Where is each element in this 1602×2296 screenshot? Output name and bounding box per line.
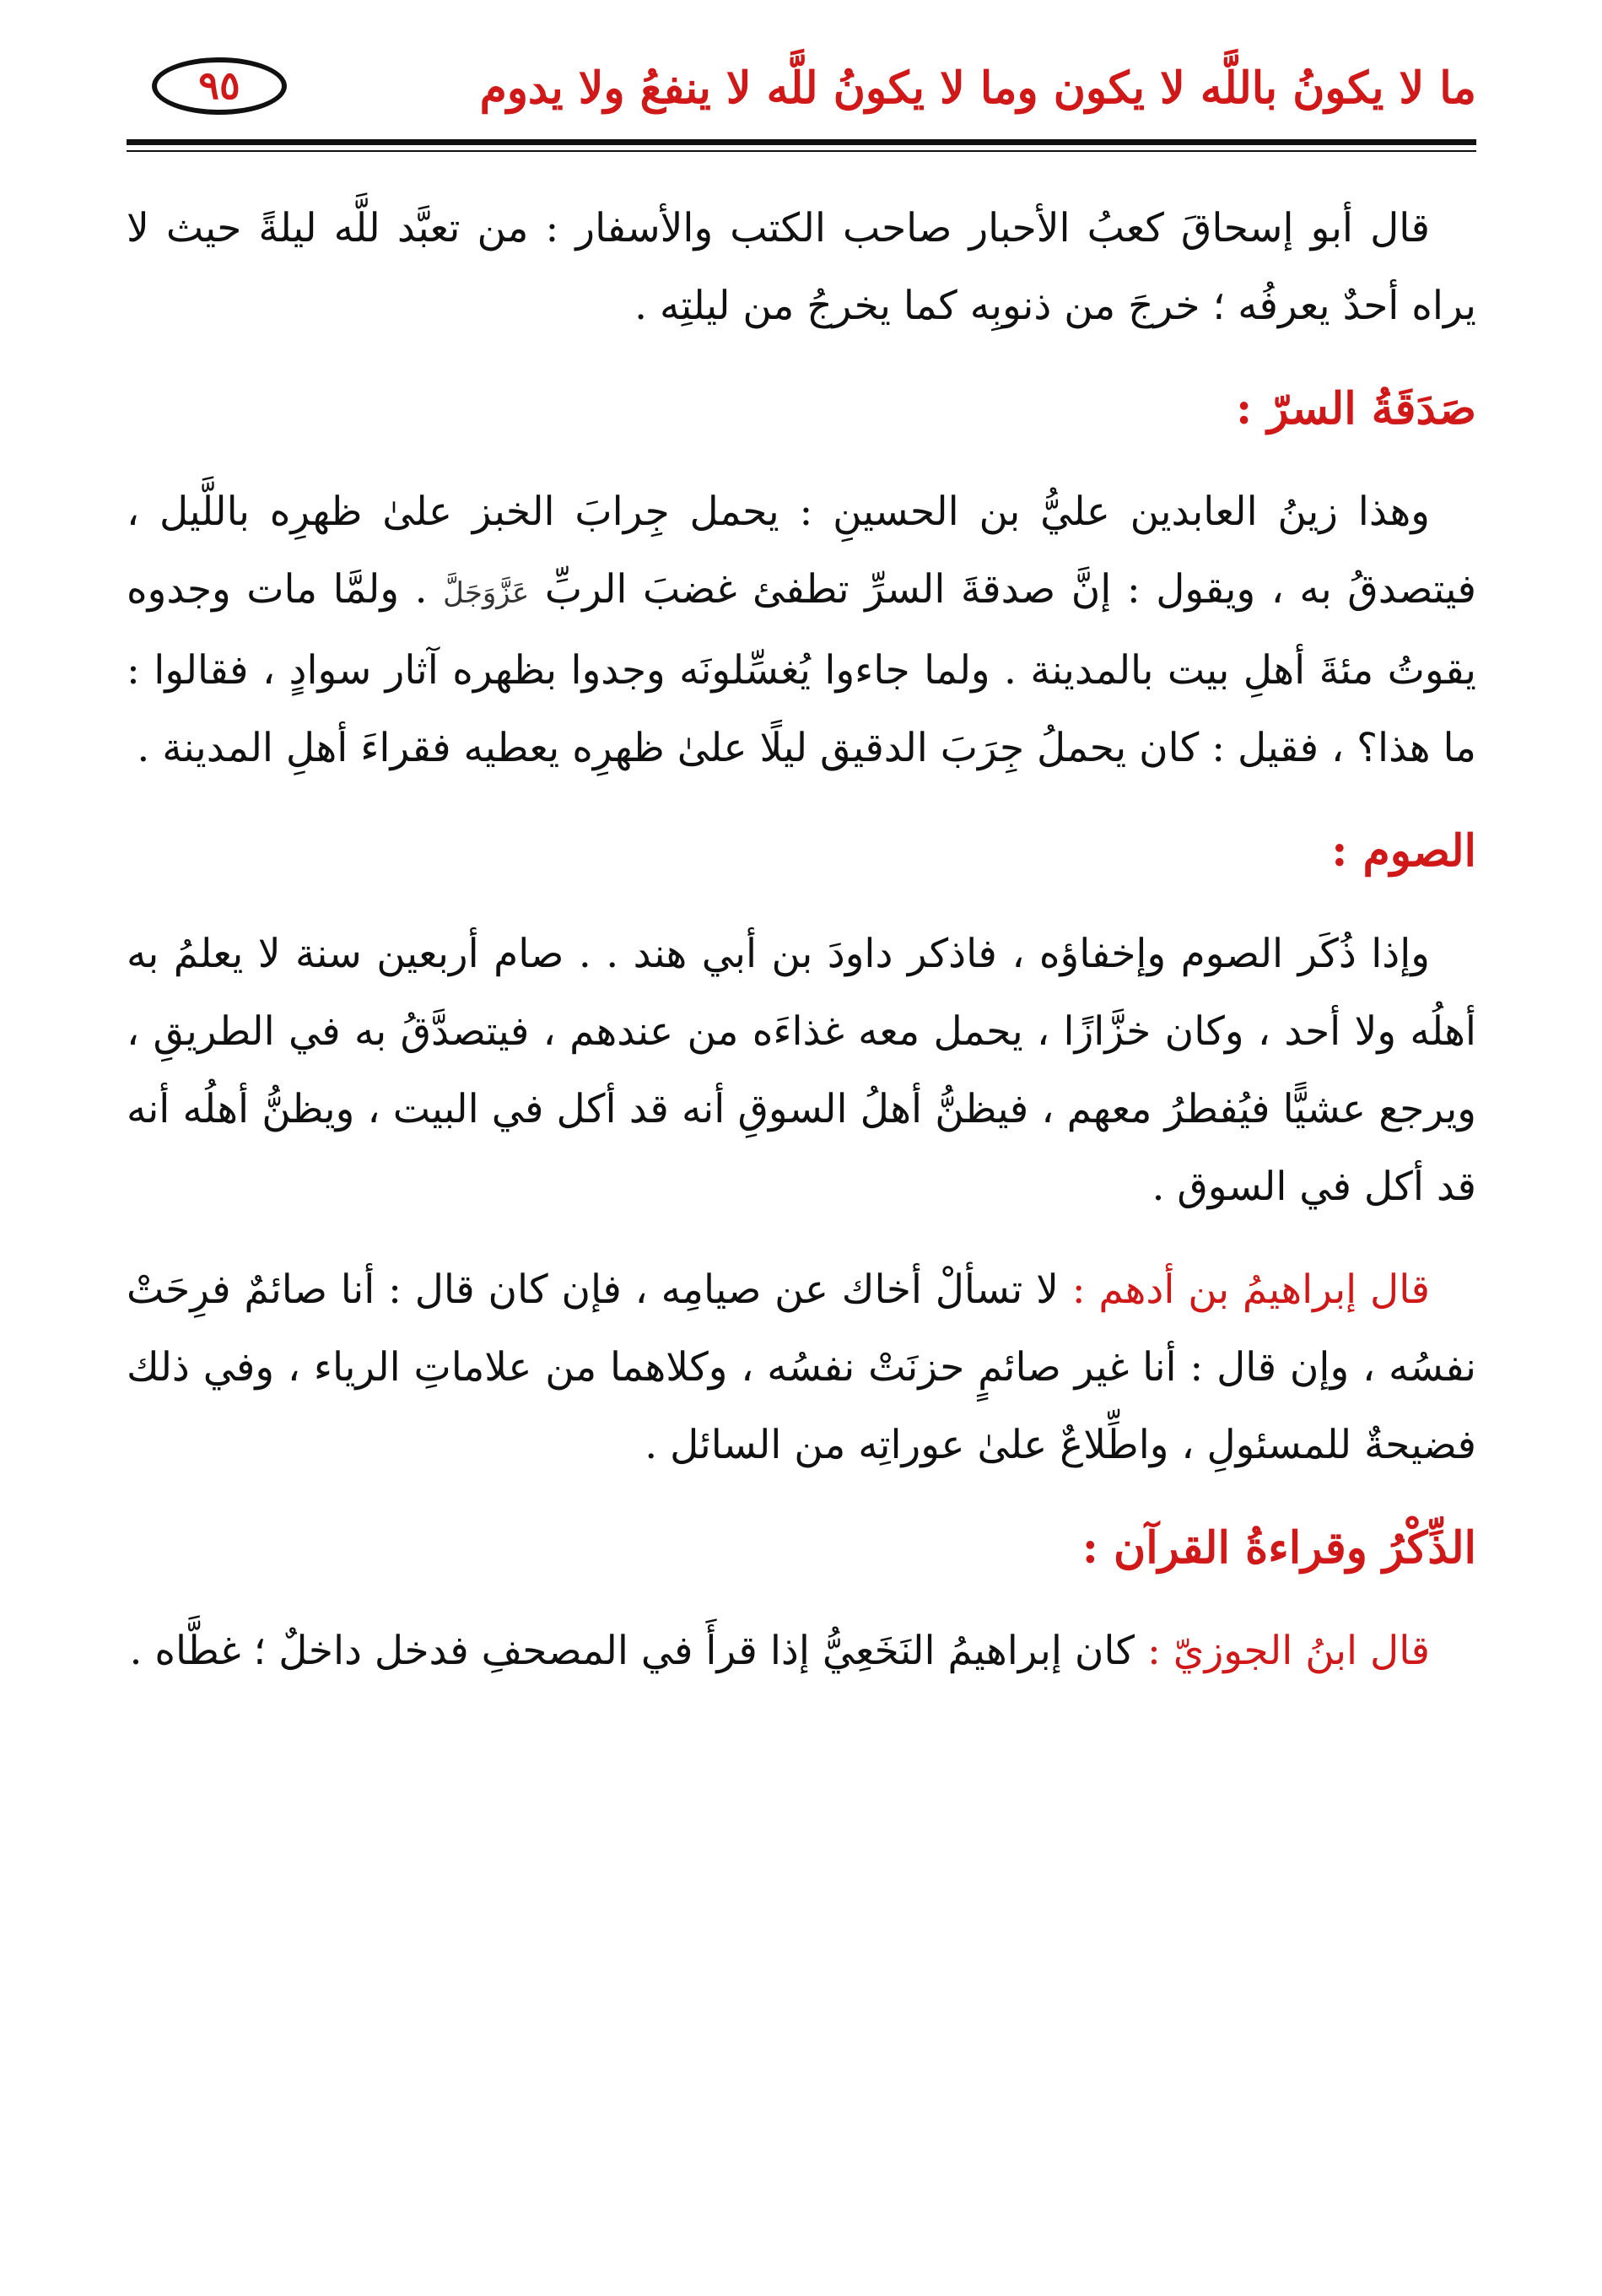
running-title: ما لا يكونُ باللَّه لا يكون وما لا يكونُ للَّه لا ينفعُ ولا يدوم	[479, 62, 1476, 114]
paragraph-zain-part-2: . ولمَّا مات وجدوه يقوتُ مئةَ أهلِ بيت بالمدينة . ولما جاءوا يُغسِّلونَه وجدوا بظهره آثار سوادٍ ، فقالوا : ما هذا؟ ، فقيل : كان يحملُ جِرَبَ الدقيق ليلًا علىٰ ظهرِه يعطيه فقراءَ أهلِ المدينة .	[127, 566, 1476, 771]
paragraph-dawud: وإذا ذُكَر الصوم وإخفاؤه ، فاذكر داودَ بن أبي هند . . صام أربعين سنة لا يعلمُ به أهلُه ولا أحد ، وكان خزَّازًا ، يحمل معه غذاءَه من عندهم ، فيتصدَّقُ به في الطريقِ ، ويرجع عشيًّا فيُفطرُ معهم ، فيظنُّ أهلُ السوقِ أنه قد أكل في البيت ، ويظنُّ أهلُه أنه قد أكل في السوق .	[127, 931, 1476, 1210]
paragraph-zain-al-abidin	[127, 473, 1476, 787]
paragraph-kaab: قال أبو إسحاقَ كعبُ الأحبار صاحب الكتب والأسفار : من تعبَّد للَّه ليلةً حيث لا يراه أحدٌ يعرفُه ؛ خرجَ من ذنوبِه كما يخرجُ من ليلتِه .	[127, 205, 1476, 329]
page-body	[127, 190, 1476, 1715]
quote-ibrahim-adham: لا تسألْ أخاك عن صيامِه ، فإن كان قال : أنا صائمٌ فرِحَتْ نفسُه ، وإن قال : أنا غير صائمٍ حزنَتْ نفسُه ، وكلاهما من علاماتِ الرياء ، وفي ذلك فضيحةٌ للمسئولِ ، واطِّلاعٌ علىٰ عوراتِه من السائل .	[127, 1267, 1476, 1468]
quote-ibn-jawzi: كان إبراهيمُ النَخَعِيُّ إذا قرأَ في المصحفِ فدخل داخلٌ ؛ غطَّاه .	[129, 1628, 1135, 1674]
speaker-ibrahim-adham: قال إبراهيمُ بن أدهم :	[1071, 1267, 1430, 1313]
speaker-ibn-jawzi: قال ابنُ الجوزيّ :	[1147, 1628, 1430, 1674]
paragraph-zain-part-1: وهذا زينُ العابدين عليُّ بن الحسينِ : يحمل جِرابَ الخبز علىٰ ظهرِه باللَّيل ، فيتصدقُ به ، ويقول : إنَّ صدقةَ السرِّ تطفئ غضبَ الربِّ	[127, 489, 1476, 613]
page-number: ٩٥	[152, 57, 287, 115]
honorific-glyph: عَزَّوَجَلَّ	[443, 576, 530, 610]
book-page	[127, 0, 1476, 2296]
paragraph-ibn-jawzi	[127, 1613, 1476, 1690]
heading-dhikr-quran: الذِّكْرُ وقراءةُ القرآن :	[1081, 1522, 1476, 1574]
header-rule-thin	[127, 150, 1476, 152]
heading-secret-charity: صَدَقَةُ السرّ :	[1236, 383, 1476, 435]
page-header	[127, 41, 1476, 133]
heading-fasting: الصوم :	[1331, 825, 1476, 877]
paragraph-ibrahim-adham	[127, 1251, 1476, 1484]
header-rule-thick	[127, 139, 1476, 145]
